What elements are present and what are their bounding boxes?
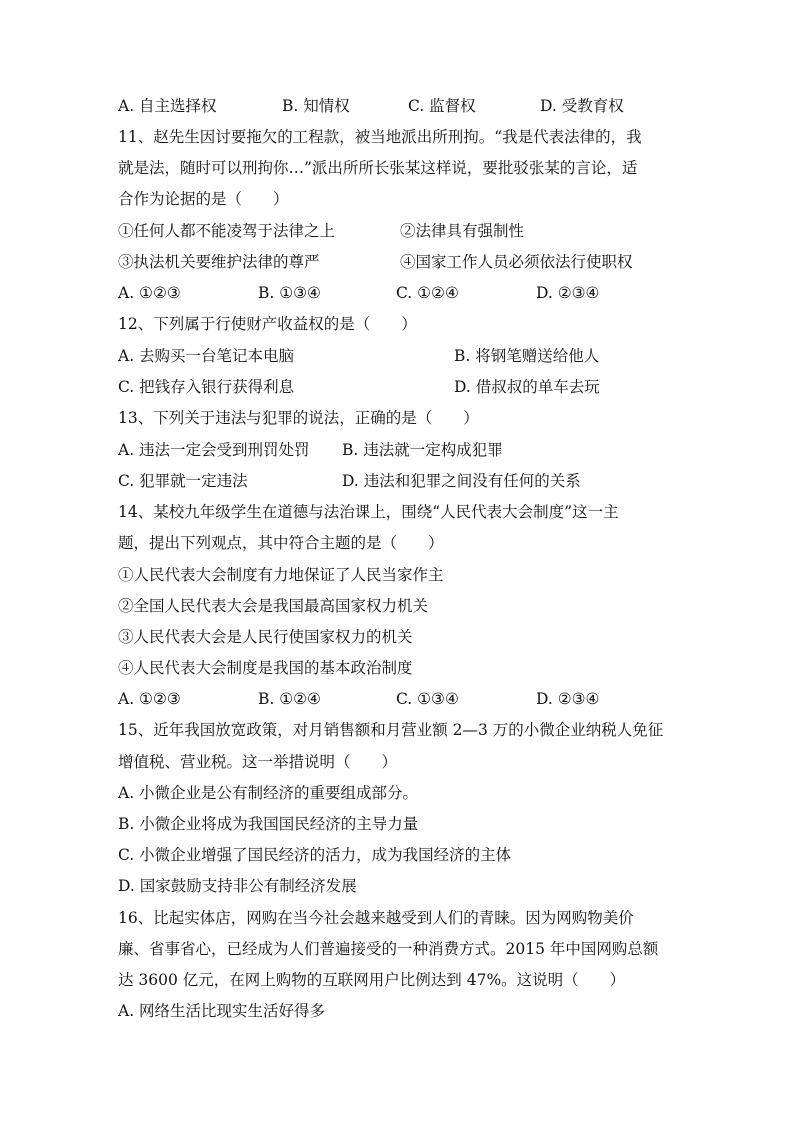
option-b: B. 知情权 (282, 97, 350, 115)
option-a: A. ①②③ (118, 690, 181, 708)
q11-stem-line1: 11、赵先生因讨要拖欠的工程款，被当地派出所刑拘。“我是代表法律的，我 (118, 128, 642, 146)
statement-2: ②法律具有强制性 (400, 222, 525, 240)
statement-1: ①任何人都不能凌驾于法律之上 (118, 222, 336, 240)
q14-statement-3: ③人民代表大会是人民行使国家权力的机关 (118, 628, 413, 646)
option-d: D. 受教育权 (540, 97, 624, 115)
q15-stem-line1: 15、近年我国放宽政策，对月销售额和月营业额 2—3 万的小微企业纳税人免征 (118, 721, 664, 739)
q14-stem-line2: 题，提出下列观点，其中符合主题的是（ ） (118, 534, 444, 552)
option-a: A. 自主选择权 (118, 97, 217, 115)
q16-stem-line2: 廉、省事省心，已经成为人们普遍接受的一种消费方式。2015 年中国网购总额 (118, 940, 659, 958)
q13-options-row1 (118, 440, 503, 460)
q11-statements-row1 (118, 221, 524, 241)
option-c: C. 监督权 (408, 97, 476, 115)
statement-4: ④国家工作人员必须依法行使职权 (400, 253, 633, 271)
q12-options-row1 (118, 346, 599, 366)
q12-stem: 12、下列属于行使财产收益权的是（ ） (118, 315, 417, 333)
q11-stem-line3: 合作为论据的是（ ） (118, 190, 289, 208)
q14-stem-line1: 14、某校九年级学生在道德与法治课上，围绕“人民代表大会制度”这一主 (118, 503, 619, 521)
option-c: C. ①③④ (396, 690, 459, 708)
q15-option-c: C. 小微企业增强了国民经济的活力，成为我国经济的主体 (118, 846, 512, 864)
option-a: A. 去购买一台笔记本电脑 (118, 347, 295, 365)
option-a: A. ①②③ (118, 284, 181, 302)
q15-stem-line2: 增值税、营业税。这一举措说明（ ） (118, 753, 398, 771)
option-c: C. 把钱存入银行获得利息 (118, 378, 295, 396)
q14-statement-4: ④人民代表大会制度是我国的基本政治制度 (118, 659, 413, 677)
q16-stem-line1: 16、比起实体店，网购在当今社会越来越受到人们的青睐。因为网购物美价 (118, 909, 634, 927)
option-b: B. 违法就一定构成犯罪 (342, 441, 503, 459)
q13-stem: 13、下列关于违法与犯罪的说法，正确的是（ ） (118, 409, 479, 427)
q15-option-d: D. 国家鼓励支持非公有制经济发展 (118, 877, 357, 895)
q16-option-a: A. 网络生活比现实生活好得多 (118, 1002, 326, 1020)
option-b: B. ①②④ (258, 690, 321, 708)
q13-options-row2 (118, 471, 581, 491)
q15-option-b: B. 小微企业将成为我国国民经济的主导力量 (118, 815, 419, 833)
option-d: D. ②③④ (536, 690, 600, 708)
option-b: B. 将钢笔赠送给他人 (454, 347, 600, 365)
statement-3: ③执法机关要维护法律的尊严 (118, 253, 320, 271)
option-c: C. 犯罪就一定违法 (118, 472, 248, 490)
q11-options (118, 283, 599, 303)
option-b: B. ①③④ (258, 284, 321, 302)
option-c: C. ①②④ (396, 284, 459, 302)
q15-option-a: A. 小微企业是公有制经济的重要组成部分。 (118, 784, 419, 802)
option-a: A. 违法一定会受到刑罚处罚 (118, 441, 310, 459)
option-d: D. ②③④ (536, 284, 600, 302)
q11-statements-row2 (118, 252, 633, 272)
q16-stem-line3: 达 3600 亿元，在网上购物的互联网用户比例达到 47%。这说明（ ） (118, 971, 626, 989)
q10-options (118, 96, 624, 116)
q14-options (118, 689, 599, 709)
q11-stem-line2: 就是法，随时可以刑拘你…”派出所所长张某这样说，要批驳张某的言论，适 (118, 159, 638, 177)
option-d: D. 违法和犯罪之间没有任何的关系 (342, 472, 581, 490)
option-d: D. 借叔叔的单车去玩 (454, 378, 600, 396)
q14-statement-1: ①人民代表大会制度有力地保证了人民当家作主 (118, 566, 444, 584)
q14-statement-2: ②全国人民代表大会是我国最高国家权力机关 (118, 597, 429, 615)
q12-options-row2 (118, 377, 600, 397)
